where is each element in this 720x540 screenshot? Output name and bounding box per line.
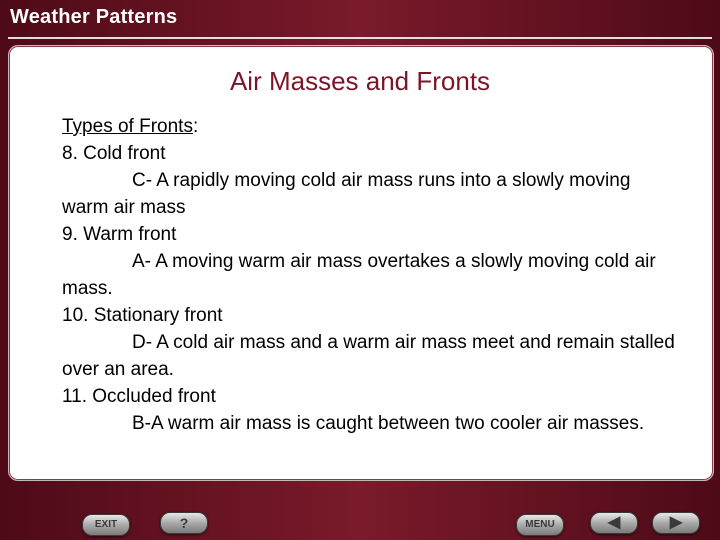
slide-title: Air Masses and Fronts xyxy=(229,66,491,96)
item-stationary-front-answer: D- A cold air mass and a warm air mass meet and remain stalled over an area. xyxy=(62,332,675,380)
next-arrow-icon[interactable]: ▶ xyxy=(652,512,700,534)
item-cold-front-answer: C- A rapidly moving cold air mass runs into a slowly moving warm air mass xyxy=(62,170,631,218)
types-heading-colon: : xyxy=(192,116,199,137)
item-cold-front: 8. Cold front xyxy=(62,143,166,164)
types-heading-label: Types of Fronts xyxy=(62,116,193,137)
types-heading xyxy=(62,113,682,140)
header-divider xyxy=(8,37,712,39)
header-title: Weather Patterns xyxy=(10,6,178,28)
item-warm-front-answer: A- A moving warm air mass overtakes a slowly moving cold air mass. xyxy=(62,251,656,299)
exit-button[interactable]: EXIT xyxy=(82,514,130,536)
help-button[interactable]: ? xyxy=(160,512,208,534)
slide-content xyxy=(62,113,682,437)
item-occluded-front-answer: B-A warm air mass is caught between two cooler air masses. xyxy=(132,413,645,434)
menu-button[interactable]: MENU xyxy=(516,514,564,536)
item-warm-front: 9. Warm front xyxy=(62,224,177,245)
previous-arrow-icon[interactable]: ◀ xyxy=(590,512,638,534)
item-stationary-front: 10. Stationary front xyxy=(62,305,223,326)
item-occluded-front: 11. Occluded front xyxy=(62,386,216,407)
